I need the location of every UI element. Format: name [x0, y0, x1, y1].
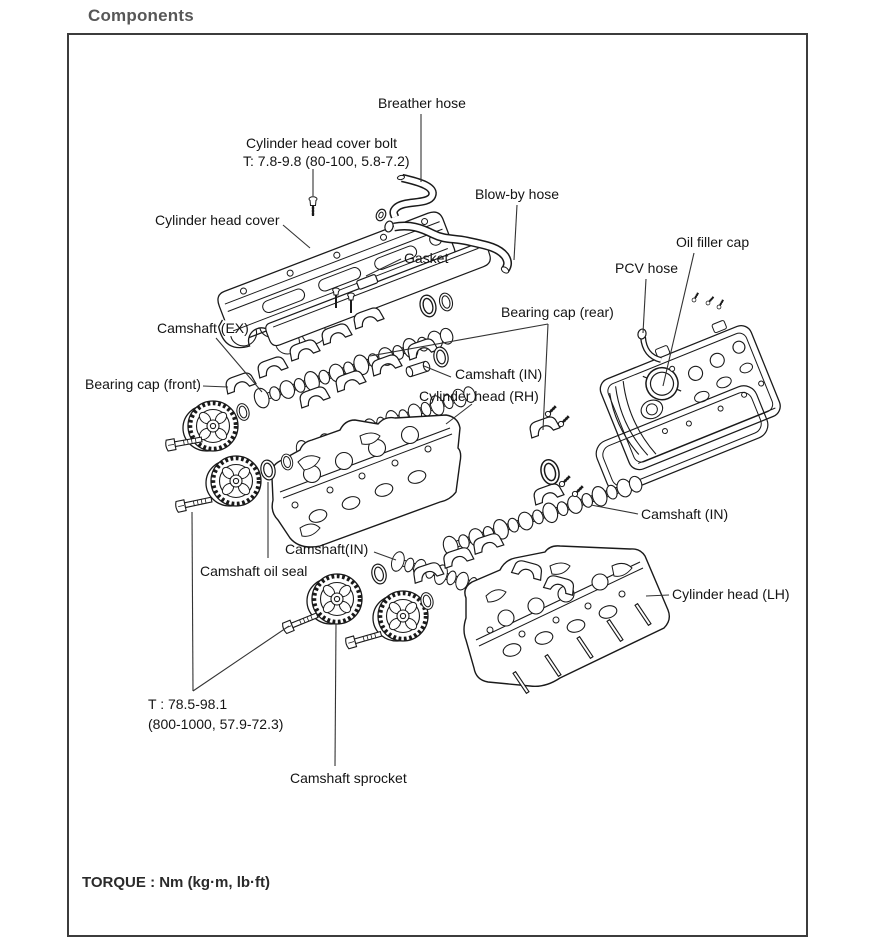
label-oil-filler-cap: Oil filler cap: [676, 234, 750, 250]
cylinder-head-rh-drawing: [272, 415, 461, 547]
label-cylinder-head-cover: Cylinder head cover: [155, 212, 280, 228]
leader-pcv-hose: [643, 279, 646, 333]
label-cylinder-head-cover-bolt: Cylinder head cover bolt: [246, 135, 397, 151]
label-cylinder-head-rh: Cylinder head (RH): [419, 388, 539, 404]
leader-camshaft-in-right: [591, 505, 638, 514]
label-cylinder-head-lh: Cylinder head (LH): [672, 586, 790, 602]
cylinder-head-lh-drawing: [464, 546, 669, 686]
leader-sprocket-torque-b: [193, 626, 289, 691]
label-camshaft-in-lower: Camshaft(IN): [285, 541, 369, 557]
camshaft-end-piece: [405, 361, 431, 378]
label-pcv-hose: PCV hose: [615, 260, 679, 276]
label-camshaft-in-right: Camshaft (IN): [641, 506, 729, 522]
label-bearing-cap-rear: Bearing cap (rear): [501, 304, 614, 320]
leader-bearing-cap-rear-a: [370, 324, 548, 356]
label-breather-hose: Breather hose: [378, 95, 466, 111]
label-camshaft-ex: Camshaft (EX): [157, 320, 249, 336]
label-camshaft-sprocket: Camshaft sprocket: [290, 770, 407, 786]
label-blow-by-hose: Blow-by hose: [475, 186, 560, 202]
label-bearing-cap-front: Bearing cap (front): [85, 376, 201, 392]
camshaft-sprocket-2: [206, 456, 261, 506]
label-gasket: Gasket: [404, 250, 449, 266]
cylinder-head-cover-lh-drawing: [593, 312, 784, 473]
leader-camshaft-sprocket: [335, 624, 336, 766]
label-sprocket-torque-1: T : 78.5-98.1: [148, 696, 228, 712]
leader-sprocket-torque-a: [192, 512, 193, 691]
leader-cylinder-head-cover: [283, 225, 310, 248]
page-title: Components: [88, 6, 194, 25]
camshaft-in-lh-upper-drawing: [441, 473, 645, 558]
label-camshaft-oil-seal: Camshaft oil seal: [200, 563, 308, 579]
leader-bearing-cap-front: [203, 386, 228, 387]
leader-camshaft-in-lower: [374, 552, 396, 560]
label-cylinder-head-cover-bolt-torque: T: 7.8-9.8 (80-100, 5.8-7.2): [243, 153, 410, 169]
leader-blow-by-hose: [514, 205, 517, 260]
label-camshaft-in-upper: Camshaft (IN): [455, 366, 543, 382]
footer-torque-note: TORQUE : Nm (kg·m, lb·ft): [82, 874, 271, 891]
cylinder-head-cover-bolt-drawing: [309, 197, 317, 216]
label-sprocket-torque-2: (800-1000, 57.9-72.3): [148, 716, 284, 732]
